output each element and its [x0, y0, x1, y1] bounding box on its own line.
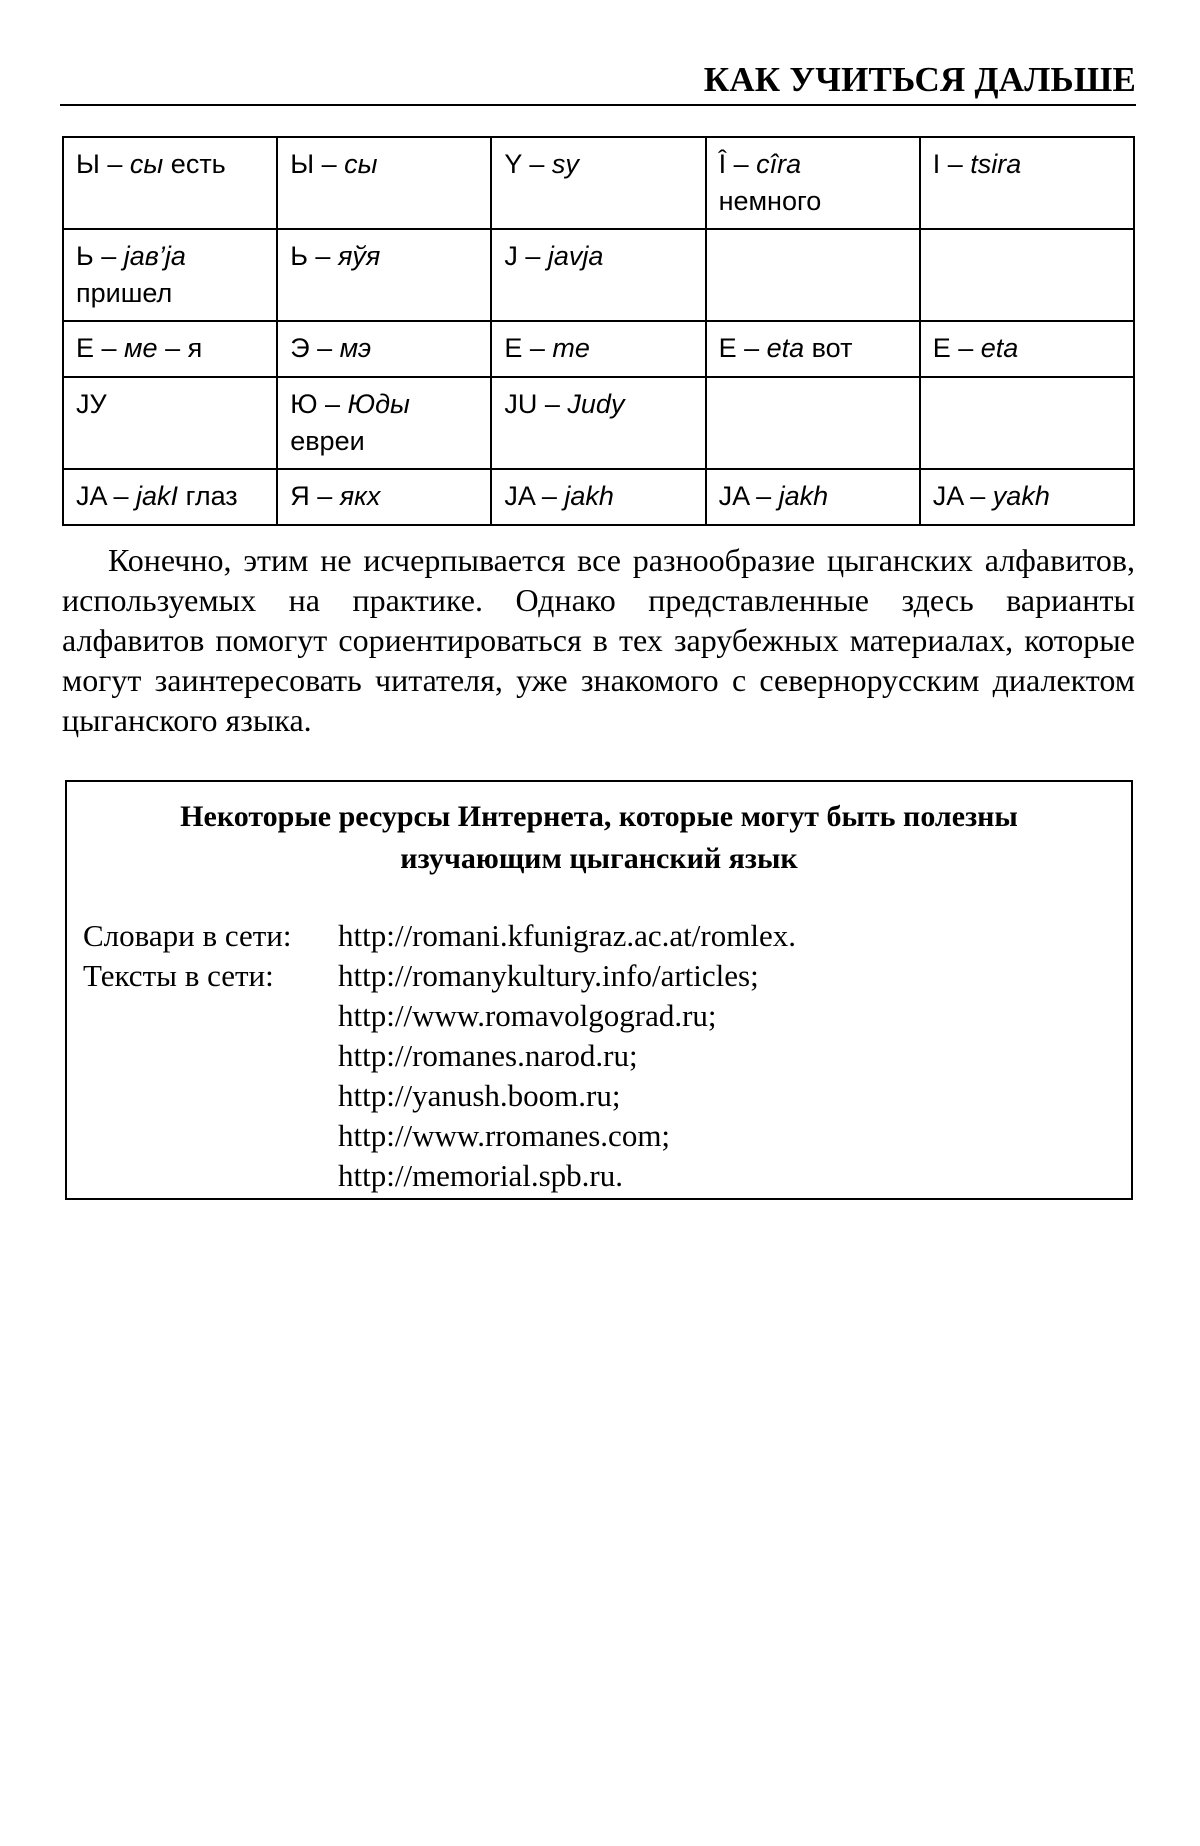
table-cell: E – ме – я	[63, 321, 277, 377]
text-link[interactable]: http://romanykultury.info/articles;	[338, 958, 759, 993]
table-cell: Э – мэ	[277, 321, 491, 377]
dictionaries-row	[83, 916, 796, 956]
table-cell: Ь – jaв’ja пришел	[63, 229, 277, 321]
table-cell: JУ	[63, 377, 277, 469]
text-link[interactable]: http://memorial.spb.ru.	[338, 1158, 623, 1193]
table-cell: J – javja	[491, 229, 705, 321]
table-cell: Ь – яўя	[277, 229, 491, 321]
table-cell: I – tsira	[920, 137, 1134, 229]
table-cell-empty	[706, 229, 920, 321]
table-cell: Î – cîra немного	[706, 137, 920, 229]
resources-box-title: Некоторые ресурсы Интернета, которые могут быть полезны изучающим цыганский язык	[180, 800, 1018, 875]
table-row	[63, 137, 1134, 229]
dictionaries-link[interactable]: http://romani.kfunigraz.ac.at/romlex.	[338, 918, 796, 953]
alphabet-comparison-table	[62, 136, 1135, 526]
running-header	[60, 58, 1136, 106]
table-row	[63, 229, 1134, 321]
text-link[interactable]: http://romanes.narod.ru;	[338, 1038, 638, 1073]
texts-row	[83, 956, 759, 996]
table-cell: E – me	[491, 321, 705, 377]
table-cell: Ы – сы есть	[63, 137, 277, 229]
table-row	[63, 321, 1134, 377]
table-cell: JA – jakI глаз	[63, 469, 277, 525]
table-cell: Я – якх	[277, 469, 491, 525]
text-link[interactable]: http://www.rromanes.com;	[338, 1118, 671, 1153]
table-row	[63, 469, 1134, 525]
table-cell-empty	[706, 377, 920, 469]
table-cell: Y – sy	[491, 137, 705, 229]
table-cell: E – eta вот	[706, 321, 920, 377]
table-cell: E – eta	[920, 321, 1134, 377]
table-cell: Ы – сы	[277, 137, 491, 229]
body-paragraph: Конечно, этим не исчерпывается все разнообразие цыганских алфавитов, используемых на практике. Однако представленные здесь варианты алфавитов помогут сориентироваться в тех зарубежных материалах, которые могут заинтересовать читателя, уже знакомого с севернорусским диалектом цыганского языка.	[62, 542, 1135, 738]
table-cell: JA – yakh	[920, 469, 1134, 525]
texts-label: Тексты в сети:	[83, 958, 274, 993]
text-link[interactable]: http://www.romavolgograd.ru;	[338, 998, 717, 1033]
table-cell-empty	[920, 377, 1134, 469]
table-cell-empty	[920, 229, 1134, 321]
running-title: КАК УЧИТЬСЯ ДАЛЬШЕ	[703, 60, 1136, 99]
internet-resources-box	[65, 780, 1133, 1200]
text-link[interactable]: http://yanush.boom.ru;	[338, 1078, 621, 1113]
dictionaries-label: Словари в сети:	[83, 918, 292, 953]
table-cell: JA – jakh	[491, 469, 705, 525]
table-cell: JU – Judy	[491, 377, 705, 469]
table-row	[63, 377, 1134, 469]
table-cell: JA – jakh	[706, 469, 920, 525]
table-cell: Ю – Юды евреи	[277, 377, 491, 469]
